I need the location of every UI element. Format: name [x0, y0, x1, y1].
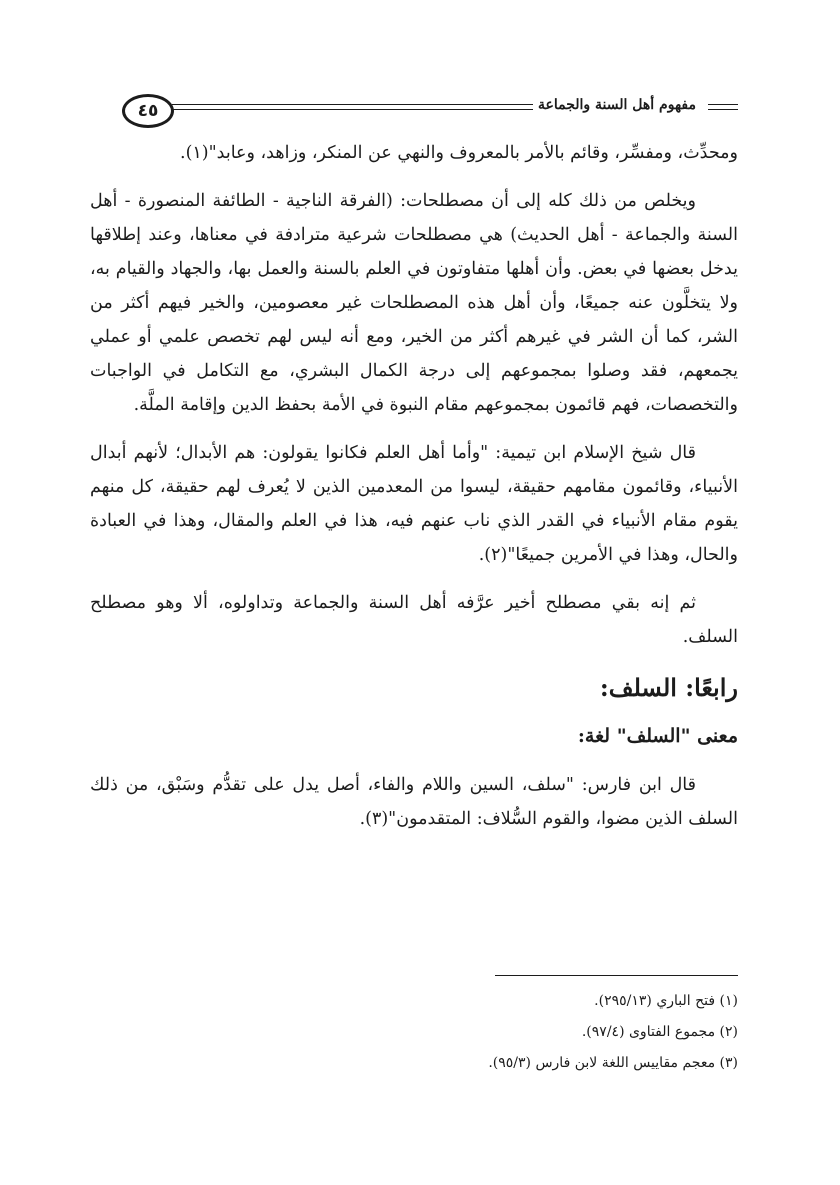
header-ornament: [708, 104, 738, 110]
footnote-item: (٣) معجم مقاييس اللغة لابن فارس (٩٥/٣).: [488, 1055, 738, 1071]
footnote-separator: [495, 975, 738, 976]
main-text: [90, 136, 738, 850]
page-number: ٤٥: [122, 94, 174, 128]
footnote-item: (١) فتح الباري (٢٩٥/١٣).: [594, 993, 738, 1009]
paragraph-ibn-taymiyyah-quote: قال شيخ الإسلام ابن تيمية: "وأما أهل العلم فكانوا يقولون: هم الأبدال؛ لأنهم أبدال الأنبياء، وقائمون مقامهم حقيقة، ليسوا من المعدمين الذين لا يُعرف لهم حقيقة، كل منهم يقوم مقام الأنبياء في القدر الذي ناب عنهم فيه، هذا في العلم والمقال، وهذا في العبادة والحال، وهذا في الأمرين جميعًا"(٢).: [90, 443, 738, 565]
subheading: معنى "السلف" لغة:: [577, 725, 738, 747]
running-header: [122, 92, 738, 132]
section-heading: رابعًا: السلف:: [599, 673, 738, 702]
paragraph-terms-summary: ويخلص من ذلك كله إلى أن مصطلحات: (الفرقة الناجية - الطائفة المنصورة - أهل السنة والجماعة - أهل الحديث) هي مصطلحات شرعية مترادفة في معناها، وعند إطلاقها يدخل بعضها في بعض. وأن أهلها متفاوتون في العلم بالسنة والعمل بها، والجهاد والقيام به، ولا يتخلَّون عنه جميعًا، وأن أهل هذه المصطلحات غير معصومين، والخير فيهم أكثر من الشر، كما أن الشر في غيرهم أكثر من الخير، ومع أنه ليس لهم تخصص علمي أو عملي يجمعهم، فقد وصلوا بمجموعهم إلى درجة الكمال البشري، مع التكامل في الواجبات والتخصصات، فهم قائمون بمجموعهم مقام النبوة في الأمة بحفظ الدين وإقامة الملَّة.: [90, 191, 738, 415]
running-title: مفهوم أهل السنة والجماعة: [538, 97, 696, 113]
footnotes: [300, 986, 738, 1079]
header-rule: [172, 104, 533, 110]
footnote-item: (٢) مجموع الفتاوى (٩٧/٤).: [581, 1024, 738, 1040]
paragraph-ibn-faris-quote: قال ابن فارس: "سلف، السين واللام والفاء، أصل يدل على تقدُّم وسَبْق، من ذلك السلف الذين مضوا، والقوم السُّلاف: المتقدمون"(٣).: [90, 775, 738, 829]
paragraph-salaf-intro: ثم إنه بقي مصطلح أخير عرَّفه أهل السنة والجماعة وتداولوه، ألا وهو مصطلح السلف.: [90, 593, 738, 647]
paragraph-continuation: ومحدِّث، ومفسِّر، وقائم بالأمر بالمعروف والنهي عن المنكر، وزاهد، وعابد"(١).: [180, 143, 738, 163]
